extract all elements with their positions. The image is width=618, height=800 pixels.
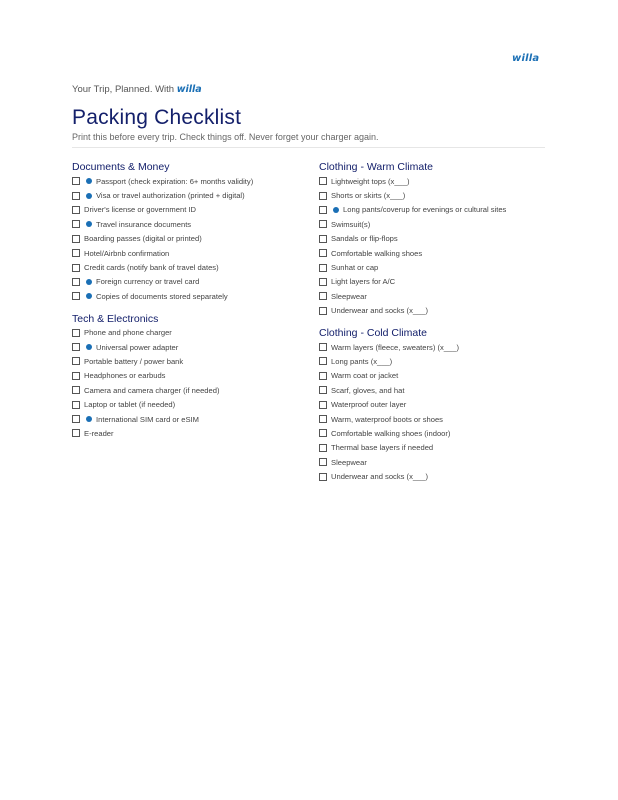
checklist-item [319,383,559,397]
checkbox[interactable] [319,458,327,466]
checkbox[interactable] [319,220,327,228]
checklist-item-label: Scarf, gloves, and hat [331,385,405,395]
checklist-item-label: Sleepwear [331,291,367,301]
checkbox[interactable] [72,343,80,351]
checklist-item [72,397,312,411]
checklist-item-label: Comfortable walking shoes (indoor) [331,428,451,438]
checkbox[interactable] [72,357,80,365]
checklist-item [319,275,559,289]
important-dot-icon [86,344,92,350]
checklist-item [72,369,312,383]
checklist-item-label: Copies of documents stored separately [96,291,228,301]
section-items-documents [72,174,312,304]
page-title: Packing Checklist [72,106,242,129]
checkbox[interactable] [319,192,327,200]
section-title-cold-climate: Clothing - Cold Climate [319,326,427,339]
checklist-item [72,326,312,340]
checkbox[interactable] [72,372,80,380]
checkbox[interactable] [72,415,80,423]
checklist-item [319,426,559,440]
checkbox[interactable] [319,249,327,257]
checklist-item [319,203,559,217]
checklist-item-label: Universal power adapter [96,342,179,352]
right-column [319,160,559,492]
checklist-item [72,289,312,303]
checklist-item-label: Travel insurance documents [96,219,192,229]
checkbox[interactable] [319,343,327,351]
checklist-item-label: Driver's license or government ID [84,205,197,215]
checklist-item-label: Light layers for A/C [331,277,396,287]
checklist-item-label: Warm, waterproof boots or shoes [331,414,443,424]
checklist-item [72,174,312,188]
checklist-item-label: Sunhat or cap [331,263,379,273]
checkbox[interactable] [72,177,80,185]
checklist-item [72,383,312,397]
checkbox[interactable] [72,429,80,437]
checklist-item-label: Boarding passes (digital or printed) [84,234,202,244]
tagline [72,84,202,95]
checklist-item [72,203,312,217]
section-title-warm-climate: Clothing - Warm Climate [319,161,433,173]
checklist-item-label: Underwear and socks (x___) [331,306,429,316]
tagline-text: Your Trip, Planned. With [72,84,175,95]
checklist-item-label: Sleepwear [331,457,367,467]
checklist-item-label: Phone and phone charger [84,328,172,338]
important-dot-icon [86,178,92,184]
checklist-item [72,275,312,289]
checklist-item [319,246,559,260]
checklist-item [72,217,312,231]
checklist-item [319,340,559,354]
checklist-item [319,260,559,274]
checklist-item [319,455,559,469]
checklist-item [72,188,312,202]
checkbox[interactable] [72,329,80,337]
important-dot-icon [86,193,92,199]
checkbox[interactable] [72,386,80,394]
checkbox[interactable] [72,264,80,272]
tagline-brand: willa [176,84,202,95]
checklist-item [319,469,559,483]
checkbox[interactable] [72,401,80,409]
checkbox[interactable] [319,235,327,243]
checklist-item-label: Underwear and socks (x___) [331,472,429,482]
checklist-item-label: E-reader [84,428,114,438]
checkbox[interactable] [72,292,80,300]
checkbox[interactable] [72,249,80,257]
section-warm-climate [319,160,559,318]
checklist-item-label: Passport (check expiration: 6+ months validity) [96,176,254,186]
section-documents [72,160,312,304]
checklist-item-label: Comfortable walking shoes [331,248,423,258]
checklist-item [319,441,559,455]
checkbox[interactable] [319,415,327,423]
checklist-item-label: Headphones or earbuds [84,371,166,381]
section-items-cold-climate [319,340,559,484]
section-cold-climate [319,326,559,484]
checklist-item-label: Hotel/Airbnb confirmation [84,248,170,258]
checkbox[interactable] [319,264,327,272]
checkbox[interactable] [319,473,327,481]
checklist-item [319,369,559,383]
important-dot-icon [86,416,92,422]
checkbox[interactable] [319,357,327,365]
checkbox[interactable] [319,307,327,315]
page-subtitle: Print this before every trip. Check things off. Never forget your charger again. [72,132,379,142]
checkbox[interactable] [319,278,327,286]
checklist-item [72,412,312,426]
checklist-item [319,174,559,188]
checklist-item [319,217,559,231]
checklist-item [72,260,312,274]
checklist-item-label: Long pants/coverup for evenings or cultural sites [343,205,507,215]
checkbox[interactable] [319,429,327,437]
section-title-documents: Documents & Money [72,161,170,173]
checklist-item [72,246,312,260]
checklist-item-label: Sandals or flip-flops [331,234,398,244]
checkbox[interactable] [319,372,327,380]
checkbox[interactable] [319,386,327,394]
important-dot-icon [86,279,92,285]
checklist-item [319,354,559,368]
checklist-item-label: Thermal base layers if needed [331,443,434,453]
checklist-item [72,340,312,354]
willa-logo: willa [512,53,540,64]
important-dot-icon [333,207,339,213]
checkbox[interactable] [319,444,327,452]
checklist-item-label: Warm layers (fleece, sweaters) (x___) [331,342,459,352]
checkbox[interactable] [72,235,80,243]
checkbox[interactable] [72,278,80,286]
checkbox[interactable] [319,177,327,185]
checkbox[interactable] [319,206,327,214]
checklist-item [319,188,559,202]
header-divider [72,147,545,148]
checkbox[interactable] [72,220,80,228]
important-dot-icon [86,221,92,227]
checklist-item-label: Swimsuit(s) [331,219,371,229]
checklist-item [319,397,559,411]
checklist-item [319,304,559,318]
checkbox[interactable] [319,292,327,300]
checklist-item-label: Lightweight tops (x___) [331,176,410,186]
checklist-item [319,289,559,303]
checklist-item-label: Foreign currency or travel card [96,277,200,287]
checkbox[interactable] [319,401,327,409]
checklist-item [72,354,312,368]
left-column [72,160,312,449]
checklist-item-label: Long pants (x___) [331,356,393,366]
checklist-item [319,412,559,426]
checklist-item-label: Waterproof outer layer [331,400,407,410]
checklist-item [319,232,559,246]
checklist-item [72,426,312,440]
checklist-item-label: Credit cards (notify bank of travel dates) [84,263,219,273]
section-items-tech [72,326,312,441]
section-tech [72,312,312,441]
section-items-warm-climate [319,174,559,318]
checklist-item-label: Laptop or tablet (if needed) [84,400,176,410]
checklist-item-label: Portable battery / power bank [84,356,184,366]
checklist-item-label: International SIM card or eSIM [96,414,199,424]
checklist-item-label: Camera and camera charger (if needed) [84,385,220,395]
important-dot-icon [86,293,92,299]
section-title-tech: Tech & Electronics [72,312,159,325]
checklist-item-label: Shorts or skirts (x___) [331,191,406,201]
checkbox[interactable] [72,192,80,200]
checklist-item-label: Warm coat or jacket [331,371,399,381]
checklist-item [72,232,312,246]
checkbox[interactable] [72,206,80,214]
checklist-item-label: Visa or travel authorization (printed + digital) [96,191,245,201]
